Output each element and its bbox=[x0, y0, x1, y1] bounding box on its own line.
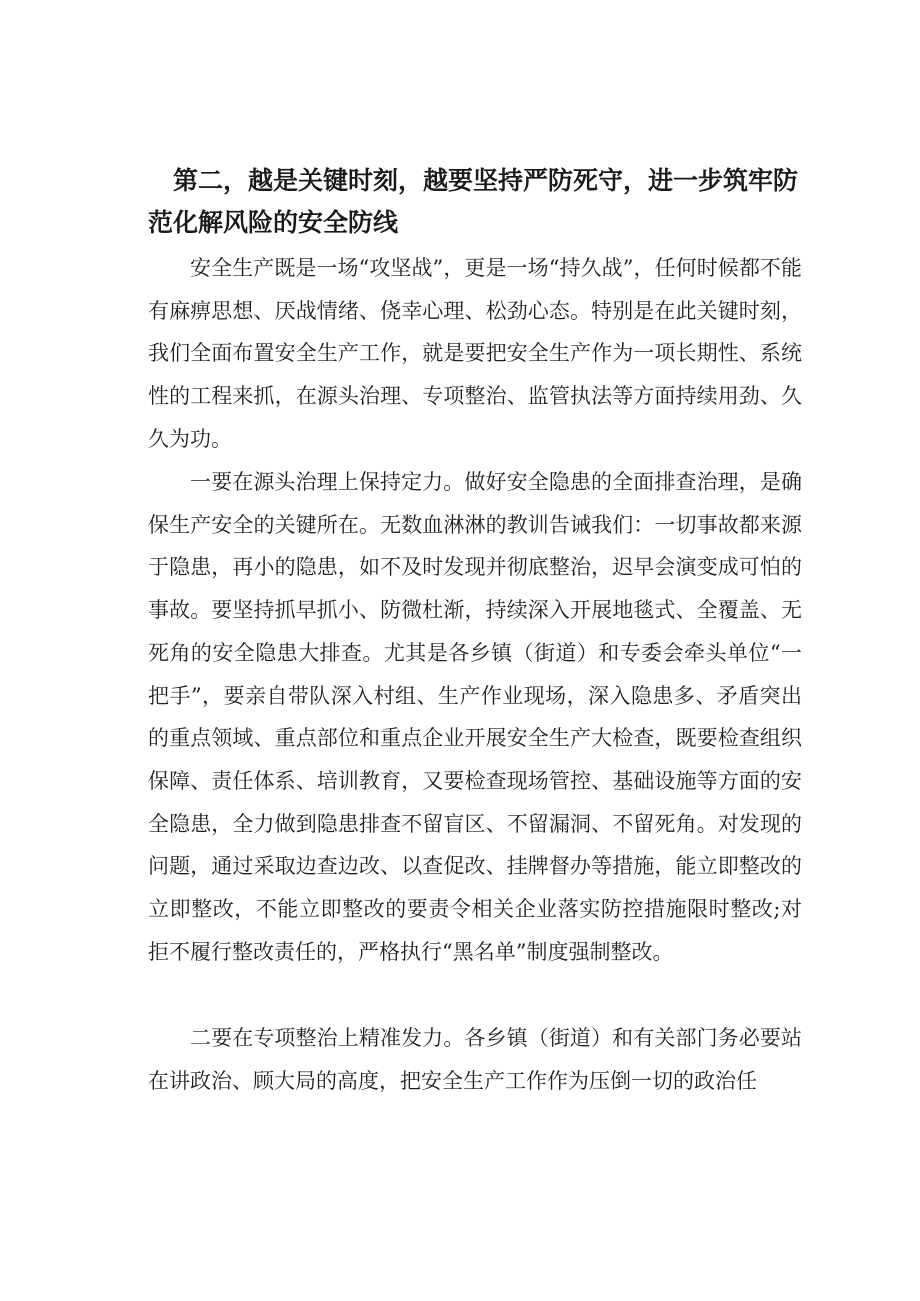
body-paragraph: 一要在源头治理上保持定力。做好安全隐患的全面排查治理，是确保生产安全的关键所在。无数血淋淋的教训告诫我们：一切事故都来源于隐患，再小的隐患，如不及时发现并彻底整治，迟早会演变成可怕的事故。要坚持抓早抓小、防微杜渐，持续深入开展地毯式、全覆盖、无死角的安全隐患大排查。尤其是各乡镇（街道）和专委会牵头单位“一把手”，要亲自带队深入村组、生产作业现场，深入隐患多、矛盾突出的重点领域、重点部位和重点企业开展安全生产大检查，既要检查组织保障、责任体系、培训教育，又要检查现场管控、基础设施等方面的安全隐患，全力做到隐患排查不留盲区、不留漏洞、不留死角。对发现的问题，通过采取边查边改、以查促改、挂牌督办等措施，能立即整改的立即整改，不能立即整改的要责令相关企业落实防控措施限时整改;对拒不履行整改责任的，严格执行“黑名单”制度强制整改。 bbox=[148, 470, 802, 964]
section-heading: 第二，越是关键时刻，越要坚持严防死守，进一步筑牢防范化解风险的安全防线 bbox=[148, 166, 799, 237]
body-paragraph: 二要在专项整治上精准发力。各乡镇（街道）和有关部门务必要站在讲政治、顾大局的高度，把安全生产工作作为压倒一切的政治任 bbox=[148, 1026, 802, 1093]
body-paragraph: 安全生产既是一场“攻坚战”，更是一场“持久战”，任何时候都不能有麻痹思想、厌战情绪、侥幸心理、松劲心态。特别是在此关键时刻，我们全面布置安全生产工作，就是要把安全生产作为一项长期性、系统性的工程来抓，在源头治理、专项整治、监管执法等方面持续用劲、久久为功。 bbox=[148, 256, 802, 451]
